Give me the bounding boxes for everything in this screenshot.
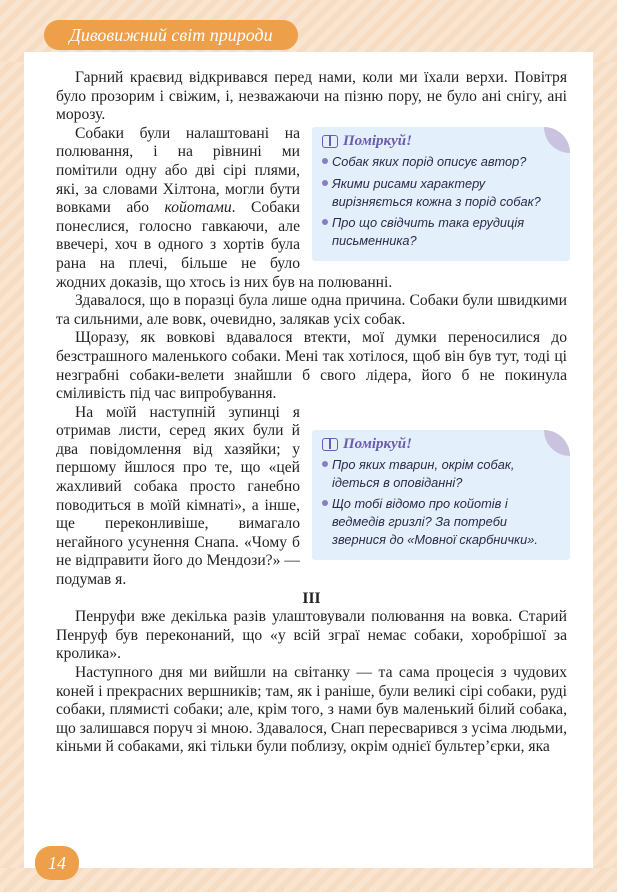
book-icon (322, 135, 338, 148)
main-text (56, 69, 567, 757)
page-number-badge (35, 846, 79, 880)
think-box-title (322, 133, 562, 151)
question-item: Якими рисами характеру вирізняється кожна з порід собак? (322, 175, 562, 210)
question-item: Про яких тварин, окрім собак, ідеться в оповіданні? (322, 456, 562, 491)
paragraph-4: Щоразу, як вовкові вдавалося втекти, мої думки переносилися до безстрашного маленького собаки. Мені так хотілося, щоб він був тут, тоді ці незграбні собаки-велети знайшли б свого лідера, його б не покинула сміливість під час випробування. (56, 329, 567, 403)
think-box-2 (312, 430, 570, 561)
think-box-questions (322, 153, 562, 249)
think-box-title (322, 436, 562, 454)
think-box-title-text: Поміркуй! (343, 435, 412, 452)
book-icon (322, 438, 338, 451)
decorative-border-left (0, 62, 24, 868)
chapter-header (44, 20, 298, 50)
paragraph-3: Здавалося, що в поразці була лише одна причина. Собаки були швидкими та сильними, але вовк, очевидно, залякав усіх собак. (56, 292, 567, 328)
paragraph-2-italic: койотами (164, 199, 232, 217)
question-item: Що тобі відомо про койотів і ведмедів гризлі? За потреби звернися до «Мовної скарбнички». (322, 495, 562, 548)
think-box-questions (322, 456, 562, 548)
decorative-border-right (593, 62, 617, 868)
section-number: III (302, 589, 321, 607)
question-item: Про що свідчить така ерудиція письменника? (322, 214, 562, 249)
paragraph-7: Наступного дня ми вийшли на світанку — та сама процесія з чудових коней і прекрасних вершників; там, як і раніше, були великі сірі собаки, руді собаки, плямисті собаки; але, крім того, з нами був маленький білий собака, що залишався поруч зі мною. Здавалося, Снап пересварився з усіма людьми, кіньми й собаками, які тільки були поблизу, окрім однієї бультер’єрки, яка (56, 664, 567, 756)
chapter-title: Дивовижний світ природи (69, 24, 273, 45)
paragraph-6: Пенруфи вже декілька разів улаштовували полювання на вовка. Старий Пенруф був переконаний, що «у всій зграї немає собаки, хоробрішої за кролика». (56, 608, 567, 663)
paragraph-1: Гарний краєвид відкривався перед нами, коли ми їхали верхи. Повітря було прозорим і свіжим, і, незважаючи на пізню пору, не було ані снігу, ані морозу. (56, 69, 567, 124)
paragraph-2-part-a: Собаки були налаштовані на полювання, і на рівнині ми помітили одну або дві сірі плями, які, за словами Хілтона, могли бути вовками або (56, 124, 300, 217)
page-number: 14 (48, 852, 66, 873)
paragraph-5: На моїй наступній зупинці я отримав листи, серед яких були й два повідомлення від хазяйки; у першому йшлося про те, що «цей жахливий собака просто ганебно поводиться в моїй кімнаті», а інше, ще переконливіше, вимагало негайного усунення Снапа. «Чому б не відправити його до Мендози?» — подумав я. (56, 403, 300, 589)
decorative-border-bottom (0, 868, 617, 892)
question-item: Собак яких порід описує автор? (322, 153, 562, 171)
think-box-1 (312, 127, 570, 262)
think-box-title-text: Поміркуй! (343, 132, 412, 149)
paragraph-2-part-b: . Собаки понеслися, голосно гавкаючи, але ввечері, хоч в одного з хортів була рана на плечі, більше не було жодних доказів, що хтось із них був на полюванні. (56, 199, 393, 291)
